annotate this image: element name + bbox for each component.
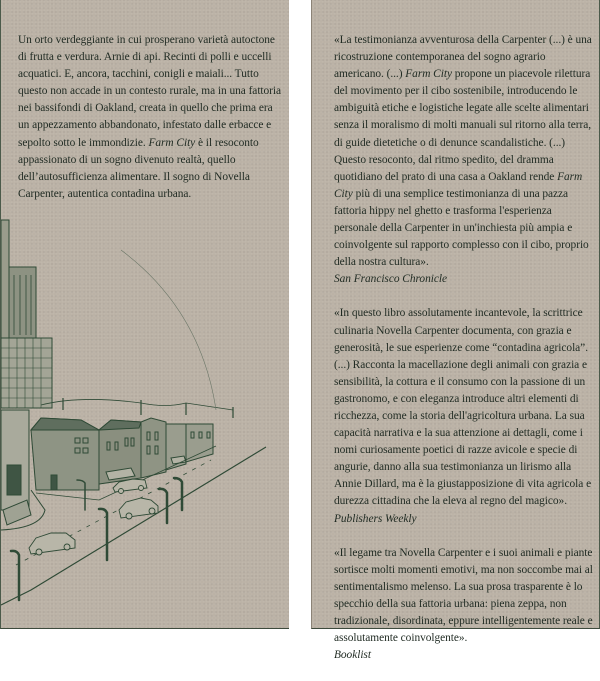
blurb-text-2: è il resoconto appassionato di un sogno divenuto realtà, quello dell’autosufficienza alimentare. Il sogno di Novella Carpenter, autentica contadina urbana. (18, 136, 259, 200)
review-quotes (334, 32, 596, 681)
quote-text: propone un piacevole rilettura del movimento per il cibo sostenibile, introducendo le ambiguità etiche e logistiche legate alle scelte alimentari senza il moralismo di molti manuali sul ritorno alla terra, di guide dietetiche o di denunce scandalistiche. (...) Questo resoconto, dal ritmo spedito, del dramma quotidiano del prato di una casa a Oakland rende (334, 68, 592, 183)
quote-text: «La testimonianza avventurosa della Carpenter (...) è una ricostruzione contemporanea del sogno agrario americano. (...) (334, 34, 592, 81)
book-title: Farm City (334, 170, 583, 200)
blurb-paragraph (18, 32, 286, 203)
book-title: Farm City (148, 136, 196, 149)
book-title: Farm City (405, 68, 452, 81)
review-quote (334, 32, 596, 288)
quote-text: «In questo libro assolutamente incantevole, la scrittrice culinaria Novella Carpenter documenta, con grazia e generosità, le sue esperienze come “contadina agricola”. (...) Racconta la macellazione degli animali con grazia e sensibilità, la cottura e il consumo con la passione di un gastronomo, e con eleganza introduce altri elementi di ricchezza, come la storia dell'agricoltura urbana. La sua capacità narrativa e la sua attenzione ai dettagli, come i nomi curiosamente poetici di razze avicole e specie di angurie, danno alla sua testimonianza un lirismo alla Annie Dillard, ma è la giustapposizione di vita agricola e durezza cittadina che la eleva al regno del magico». (334, 307, 592, 508)
review-quote (334, 545, 596, 665)
book-blurb (18, 32, 286, 203)
quote-source: Publishers Weekly (334, 512, 417, 525)
quote-source: Booklist (334, 649, 371, 662)
blurb-text-1: Un orto verdeggiante in cui prosperano varietà autoctone di frutta e verdura. Arnie di api. Recinti di polli e uccelli acquatici. E, ancora, tacchini, conigli e maiali... Tutto questo non accade in un contesto rurale, ma in una fattoria nei bassifondi di Oakland, creata in quello che prima era un appezzamento abbandonato, infestato dalle erbacce e sepolto sotto le immondizie. (18, 34, 282, 149)
quote-text: più di una semplice testimonianza di una pazza fattoria hippy nel ghetto e trasforma l'esperienza personale della Carpenter in un'inchiesta più ampia e coinvolgente sul rapporto complesso con il cibo, proprio della nostra cultura». (334, 187, 589, 269)
city-street-illustration (1, 210, 290, 629)
page-gutter (289, 0, 311, 629)
review-quote (334, 305, 596, 527)
left-flap (0, 0, 289, 629)
quote-text: «Il legame tra Novella Carpenter e i suoi animali e piante sortisce molti momenti emotivi, ma non soccombe mai al sentimentalismo melenso. La sua prosa trasparente è lo specchio della sua fattoria urbana: piena zeppa, non tradizionale, disordinata, eppure intelligentemente reale e assolutamente coinvolgente». (334, 546, 593, 645)
quote-source: San Francisco Chronicle (334, 273, 447, 286)
